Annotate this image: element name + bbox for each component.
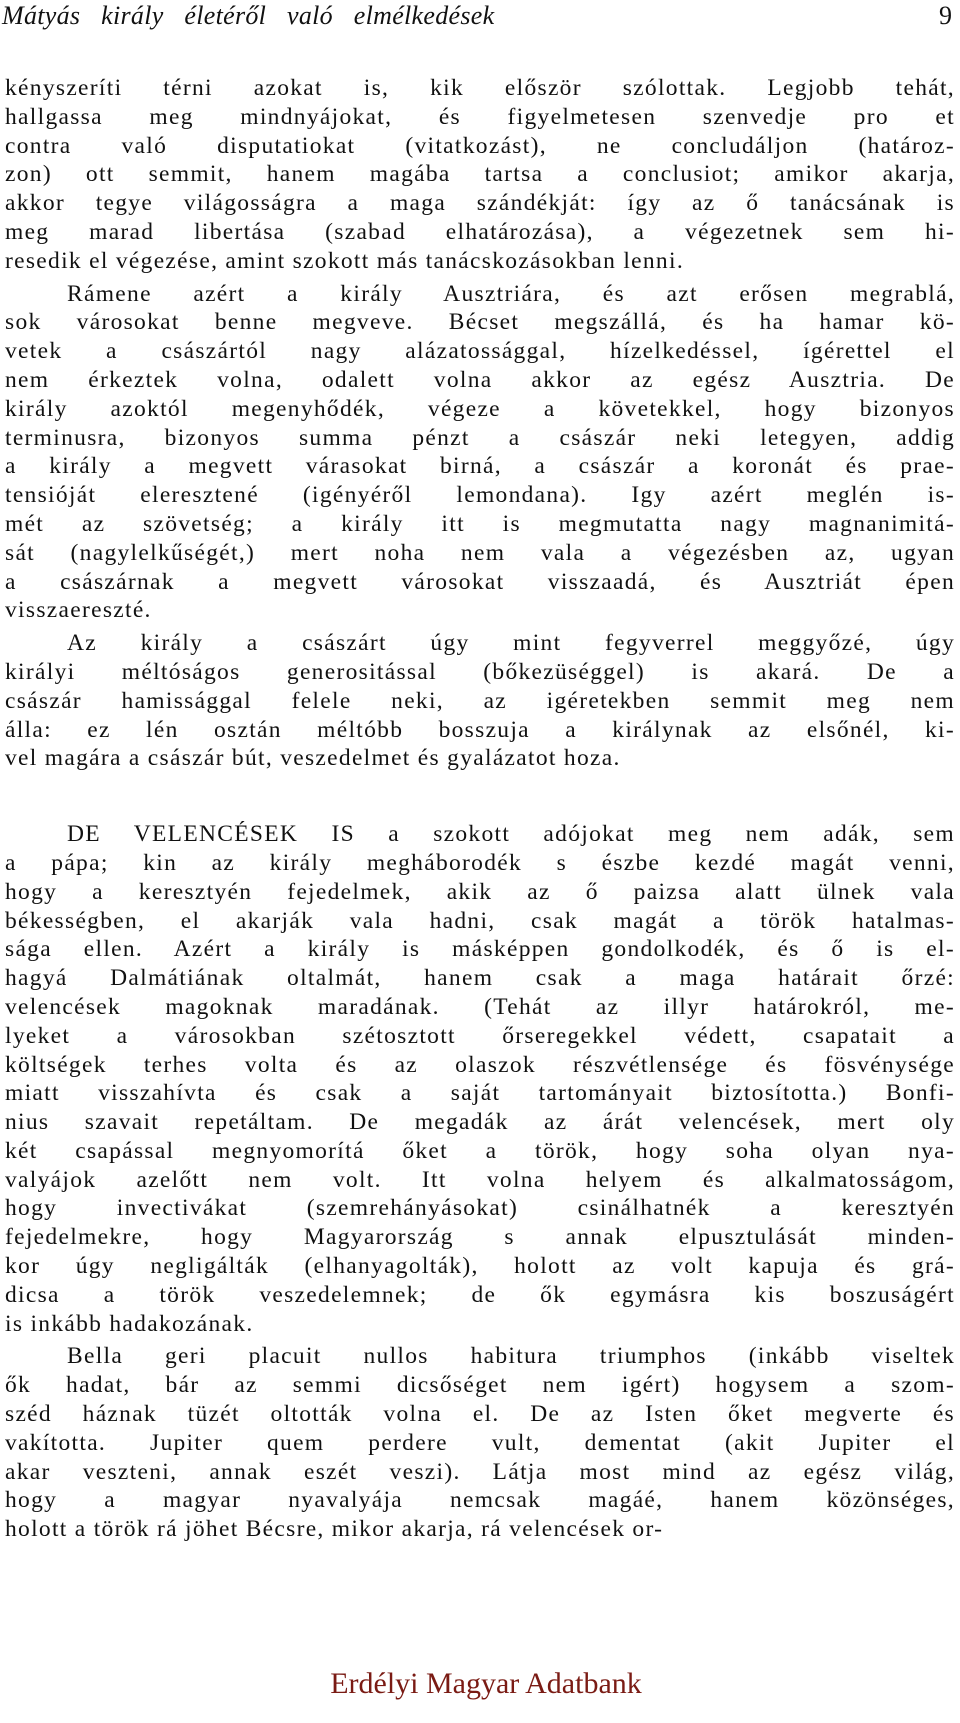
paragraph-gap (5, 773, 955, 820)
text-line: Bella geri placuit nullos habitura triumphos (inkább viseltek (67, 1343, 955, 1370)
text-line: kényszeríti térni azokat is, kik először szólottak. Legjobb tehát, (5, 75, 955, 101)
page-number: 9 (939, 1, 952, 30)
text-line: akar veszteni, annak eszét veszi). Látja most mind az egész világ, (5, 1458, 955, 1485)
text-line: lyeket a városokban szétosztott őrseregekkel védett, csapatait a (5, 1022, 955, 1049)
text-line: költségek terhes volta és az olaszok részvétlensége és fösvénysége (5, 1051, 955, 1078)
text-line: visszaereszté. (5, 597, 152, 624)
text-line: DE VELENCÉSEK IS a szokott adójokat meg nem adák, sem (67, 821, 955, 848)
text-line: zon) ott semmit, hanem magába tartsa a conclusiot; amikor akarja, (5, 161, 955, 188)
body-text (5, 74, 955, 1544)
text-line: a király a megvett várasokat birná, a császár a koronát és prae- (5, 453, 955, 480)
text-line: a pápa; kin az király megháborodék s észbe kezdé magát venni, (5, 849, 955, 876)
text-line: vel magára a császár bút, veszedelmet és gyalázatot hoza. (5, 745, 621, 772)
footer-watermark[interactable]: Erdélyi Magyar Adatbank (330, 1667, 642, 1700)
text-line: vakította. Jupiter quem perdere vult, dementat (akit Jupiter el (5, 1429, 955, 1456)
text-line: dicsa a török veszedelemnek; de ők egymásra kis boszuságért (5, 1281, 955, 1308)
text-line: is inkább hadakozának. (5, 1310, 254, 1337)
text-line: tensióját eleresztené (igényéről lemondana). Igy azért meglén is- (5, 482, 955, 509)
text-line: álla: ez lén osztán méltóbb bosszuja a királynak az elsőnél, ki- (5, 716, 955, 743)
text-line: meg marad libertása (szabad elhatározása), a végezetnek sem hi- (5, 218, 955, 245)
text-line: sát (nagylelkűségét,) mert noha nem vala a végezésben az, ugyan (5, 539, 955, 566)
running-title: Mátyás király életéről való elmélkedések (2, 1, 495, 30)
text-line: fejedelmekre, hogy Magyarország s annak elpusztulását minden- (5, 1224, 955, 1251)
paragraph (5, 74, 955, 276)
text-line: békességben, el akarják vala hadni, csak magát a török hatalmas- (5, 907, 955, 934)
text-line: sok városokat benne megveve. Bécset megszállá, és ha hamar kö- (5, 309, 955, 336)
text-line: császár hamissággal felele neki, az igéretekben semmit meg nem (5, 687, 955, 714)
text-line: Rámene azért a király Ausztriára, és azt erősen megrablá, (67, 280, 955, 307)
paragraph (5, 820, 955, 1338)
text-line: a császárnak a megvett városokat visszaadá, és Ausztriát épen (5, 568, 955, 595)
text-line: contra való disputatiokat (vitatkozást), ne concludáljon (határoz- (5, 132, 955, 159)
text-line: két csapással megnyomorítá őket a török, hogy soha olyan nya- (5, 1137, 955, 1164)
text-line: széd háznak tüzét oltották volna el. De az Isten őket megverte és (5, 1401, 955, 1428)
page-header (0, 0, 960, 40)
text-line: ők hadat, bár az semmi dicsőséget nem igért) hogysem a szom- (5, 1372, 955, 1399)
text-line: hogy a magyar nyavalyája nemcsak magáé, hanem közönséges, (5, 1487, 955, 1514)
text-line: hallgassa meg mindnyájokat, és figyelmetesen szenvedje pro et (5, 103, 955, 130)
text-line: hogy a keresztyén fejedelmek, akik az ő paizsa alatt ülnek vala (5, 878, 955, 905)
text-line: vetek a császártól nagy alázatossággal, hízelkedéssel, ígérettel el (5, 338, 955, 365)
paragraph (5, 1342, 955, 1544)
text-line: terminusra, bizonyos summa pénzt a császár neki letegyen, addig (5, 424, 955, 451)
text-line: hagyá Dalmátiának oltalmát, hanem csak a maga határait őrzé: (5, 965, 955, 992)
text-line: kor úgy negligálták (elhanyagolták), holott az volt kapuja és grá- (5, 1253, 955, 1280)
text-line: királyi méltóságos generositással (bőkezüséggel) is akará. De a (5, 658, 955, 685)
text-line: mét az szövetség; a király itt is megmutatta nagy magnanimitá- (5, 510, 955, 537)
text-line: király azoktól megenyhődék, végeze a követekkel, hogy bizonyos (5, 395, 955, 422)
text-line: nem érkeztek volna, odalett volna akkor az egész Ausztria. De (5, 366, 955, 393)
text-line: miatt visszahívta és csak a saját tartományait biztosította.) Bonfi- (5, 1080, 955, 1107)
text-line: resedik el végezése, amint szokott más tanácskozásokban lenni. (5, 247, 684, 274)
text-line: akkor tegye világosságra a maga szándékját: így az ő tanácsának is (5, 190, 955, 217)
text-line: Az király a császárt úgy mint fegyverrel meggyőzé, úgy (67, 630, 955, 657)
paragraph (5, 629, 955, 773)
text-line: sága ellen. Azért a király is másképpen gondolkodék, és ő is el- (5, 936, 955, 963)
paragraph (5, 280, 955, 626)
text-line: holott a török rá jöhet Bécsre, mikor akarja, rá velencések or- (5, 1516, 664, 1543)
text-line: nius szavait repetáltam. De megadák az árát velencések, mert oly (5, 1109, 955, 1136)
text-line: velencések magoknak maradának. (Tehát az illyr határokról, me- (5, 993, 955, 1020)
text-line: hogy invectivákat (szemrehányásokat) csinálhatnék a keresztyén (5, 1195, 955, 1222)
text-line: valyájok azelőtt nem volt. Itt volna helyem és alkalmatosságom, (5, 1166, 955, 1193)
